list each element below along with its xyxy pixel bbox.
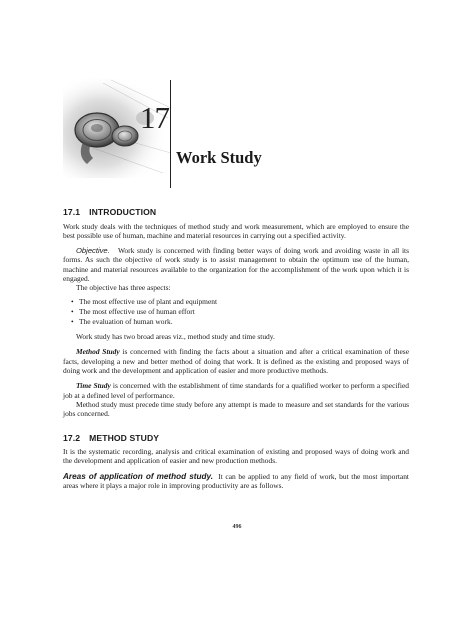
bullet-icon: • [71,317,74,327]
time-study-paragraph [63,381,409,400]
section-heading-method-study [63,433,409,443]
intro-paragraph: Work study deals with the techniques of method study and work measurement, which are employed to ensure the best possible use of human, machine and material resources in carrying out a specified activity. [63,221,409,240]
bullet-icon: • [71,307,74,317]
objective-paragraph [63,246,409,283]
areas-paragraph [63,472,409,491]
areas-lead: Areas of application of method study. [63,471,213,481]
aspects-intro: The objective has three aspects: [76,283,171,293]
time-study-text: is concerned with the establishment of time standards for a qualified worker to perform a specified job at a defined level of performance. [63,381,410,400]
page-number: 496 [232,524,242,530]
method-study-paragraph [63,347,409,375]
bullet-icon: • [71,297,74,307]
two-areas-paragraph: Work study has two broad areas viz., method study and time study. [76,332,275,342]
chapter-title: Work Study [176,148,262,167]
list-item: • The most effective use of plant and equipment [71,297,218,307]
section-title: INTRODUCTION [89,207,157,217]
objective-lead: Objective. [76,246,110,256]
time-study-lead: Time Study [76,381,111,391]
areas-text: It can be applied to any field of work, but the most important areas where it plays a major role in improving productivity are as follows. [63,471,409,490]
section-title: METHOD STUDY [89,432,160,443]
section-heading-introduction [63,207,409,217]
objective-text: Work study is concerned with finding better ways of doing work and avoiding waste in all its forms. As such the objective of work study is to assist management to obtain the optimum use of the human, machine and material resources available to the organization for the accomplishment of the work upon which it is engaged. [63,246,410,283]
list-item: • The most effective use of human effort [71,307,195,317]
method-study-text: is concerned with finding the facts about a situation and after a critical examination of these facts, developing a new and better method of doing that work. It is defined as the existing and proposed ways of doing work and the development and application of easier and more productive methods. [63,347,409,376]
list-item: • The evaluation of human work. [71,317,173,327]
method-study-lead: Method Study [76,347,120,357]
chapter-number: 17 [140,100,169,135]
method-study-definition: It is the systematic recording, analysis and critical examination of existing and proposed ways of doing work and the development and application of easier and new production methods. [63,447,409,466]
chapter-divider-rule [170,80,171,188]
section-number: 17.2 [63,432,81,443]
page-body [63,207,409,490]
aspects-list [63,297,409,328]
precede-paragraph: Method study must precede time study before any attempt is made to measure and set standards for the various jobs concerned. [63,399,409,419]
section-number: 17.1 [63,207,81,217]
